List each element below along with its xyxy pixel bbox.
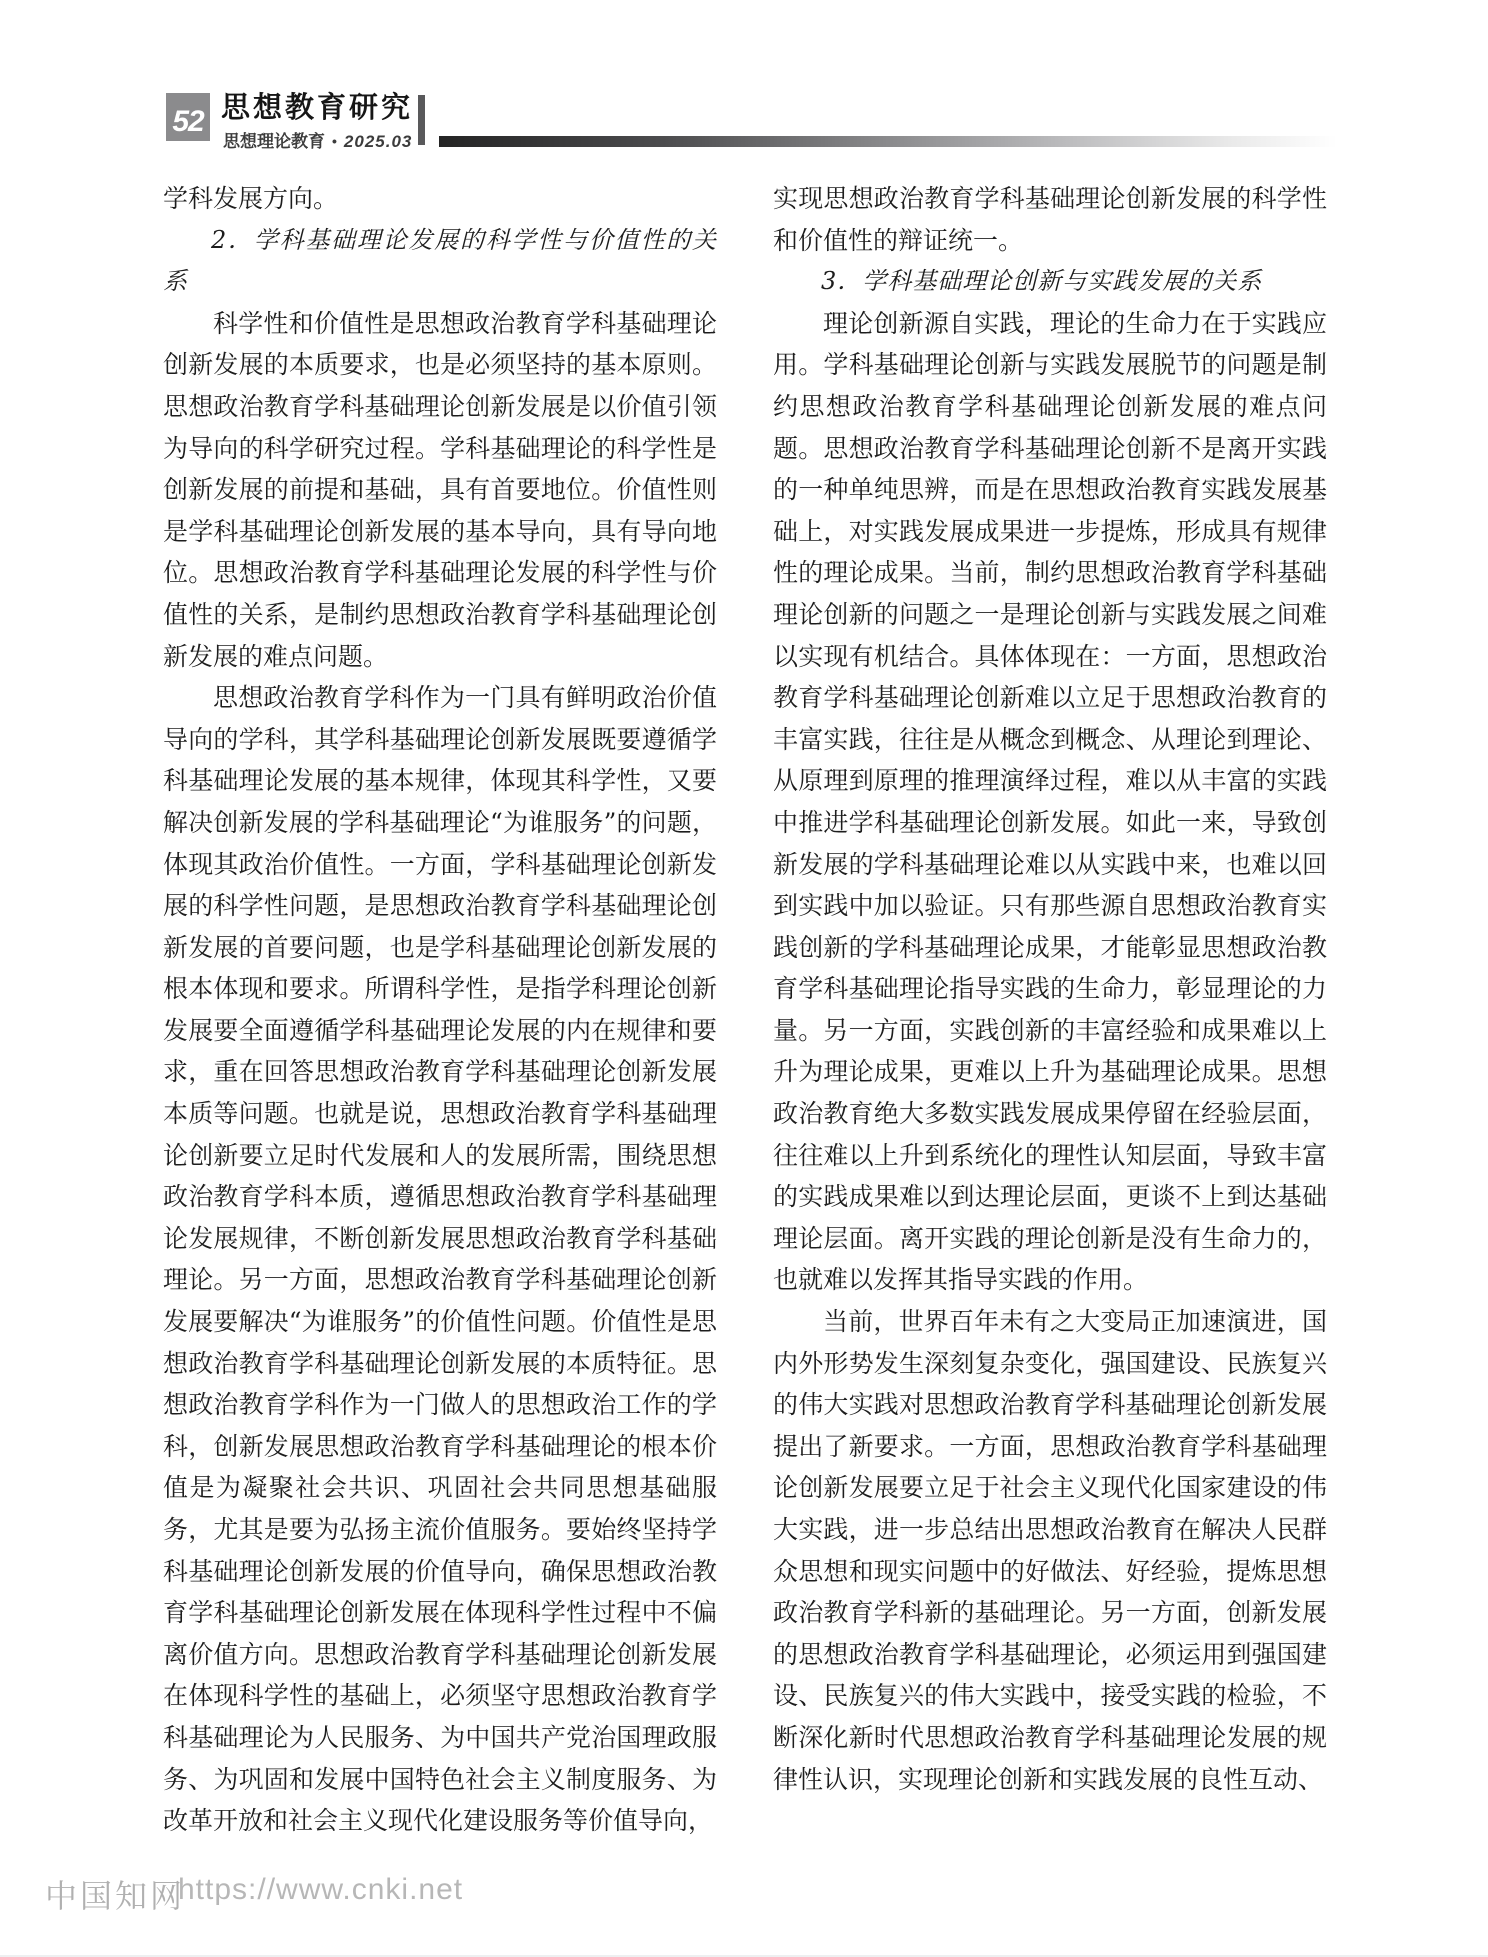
section-heading: 2．学科基础理论发展的科学性与价值性的关系 [163, 225, 717, 296]
paragraph: 当前，世界百年未有之大变局正加速演进，国内外形势发生深刻复杂变化，强国建设、民族复兴的伟大实践对思想政治教育学科基础理论创新发展提出了新要求。一方面，思想政治教育学科基础理论创新发展要立足于社会主义现代化国家建设的伟大实践，进一步总结出思想政治教育在解决人民群众思想和现实问题中的好做法、好经验，提炼思想政治教育学科新的基础理论。另一方面，创新发展的思想政治教育学科基础理论，必须运用到强国建设、民族复兴的伟大实践中，接受实践的检验，不断深化新时代思想政治教育学科基础理论发展的规律性认识，实现理论创新和实践发展的良性互动、 [773, 1307, 1327, 1794]
paragraph: 科学性和价值性是思想政治教育学科基础理论创新发展的本质要求，也是必须坚持的基本原则。思想政治教育学科基础理论创新发展是以价值引领为导向的科学研究过程。学科基础理论的科学性是创新发展的前提和基础，具有首要地位。价值性则是学科基础理论创新发展的基本导向，具有导向地位。思想政治教育学科基础理论发展的科学性与价值性的关系，是制约思想政治教育学科基础理论创新发展的难点问题。 [163, 308, 717, 671]
journal-subtitle: 思想理论教育 [223, 132, 325, 151]
header-gradient-rule [439, 136, 1337, 147]
journal-title: 思想教育研究 [221, 92, 414, 124]
paragraph: 实现思想政治教育学科基础理论创新发展的科学性和价值性的辩证统一。 [773, 184, 1327, 255]
bullet-separator-icon: • [332, 133, 337, 149]
cnki-brand: 中国知网 [45, 1877, 186, 1915]
paragraph: 学科发展方向。 [163, 184, 339, 213]
page-number: 52 [172, 105, 204, 138]
journal-issue: 2025.03 [343, 132, 413, 151]
left-column [163, 178, 717, 1842]
right-column [773, 178, 1327, 1800]
page-number-box [166, 93, 210, 141]
journal-meta [223, 127, 412, 152]
paragraph: 理论创新源自实践，理论的生命力在于实践应用。学科基础理论创新与实践发展脱节的问题是制约思想政治教育学科基础理论创新发展的难点问题。思想政治教育学科基础理论创新不是离开实践的一种单纯思辨，而是在思想政治教育实践发展基础上，对实践发展成果进一步提炼，形成具有规律性的理论成果。当前，制约思想政治教育学科基础理论创新的问题之一是理论创新与实践发展之间难以实现有机结合。具体体现在：一方面，思想政治教育学科基础理论创新难以立足于思想政治教育的丰富实践，往往是从概念到概念、从理论到理论、从原理到原理的推理演绎过程，难以从丰富的实践中推进学科基础理论创新发展。如此一来，导致创新发展的学科基础理论难以从实践中来，也难以回到实践中加以验证。只有那些源自思想政治教育实践创新的学科基础理论成果，才能彰显思想政治教育学科基础理论指导实践的生命力，彰显理论的力量。另一方面，实践创新的丰富经验和成果难以上升为理论成果，更难以上升为基础理论成果。思想政治教育绝大多数实践发展成果停留在经验层面，往往难以上升到系统化的理性认知层面，导致丰富的实践成果难以到达理论层面，更谈不上到达基础理论层面。离开实践的理论创新是没有生命力的，也就难以发挥其指导实践的作用。 [773, 308, 1327, 1295]
cnki-url: https://www.cnki.net [178, 1873, 464, 1906]
title-accent-bar [418, 95, 425, 145]
paragraph: 思想政治教育学科作为一门具有鲜明政治价值导向的学科，其学科基础理论创新发展既要遵循学科基础理论发展的基本规律，体现其科学性，又要解决创新发展的学科基础理论“为谁服务”的问题，体现其政治价值性。一方面，学科基础理论创新发展的科学性问题，是思想政治教育学科基础理论创新发展的首要问题，也是学科基础理论创新发展的根本体现和要求。所谓科学性，是指学科理论创新发展要全面遵循学科基础理论发展的内在规律和要求，重在回答思想政治教育学科基础理论创新发展本质等问题。也就是说，思想政治教育学科基础理论创新要立足时代发展和人的发展所需，围绕思想政治教育学科本质，遵循思想政治教育学科基础理论发展规律，不断创新发展思想政治教育学科基础理论。另一方面，思想政治教育学科基础理论创新发展要解决“为谁服务”的价值性问题。价值性是思想政治教育学科基础理论创新发展的本质特征。思想政治教育学科作为一门做人的思想政治工作的学科，创新发展思想政治教育学科基础理论的根本价值是为凝聚社会共识、巩固社会共同思想基础服务，尤其是要为弘扬主流价值服务。要始终坚持学科基础理论创新发展的价值导向，确保思想政治教育学科基础理论创新发展在体现科学性过程中不偏离价值方向。思想政治教育学科基础理论创新发展在体现科学性的基础上，必须坚守思想政治教育学科基础理论为人民服务、为中国共产党治国理政服务、为巩固和发展中国特色社会主义制度服务、为改革开放和社会主义现代化建设服务等价值导向， [163, 683, 717, 1836]
section-heading: 3．学科基础理论创新与实践发展的关系 [821, 267, 1263, 296]
